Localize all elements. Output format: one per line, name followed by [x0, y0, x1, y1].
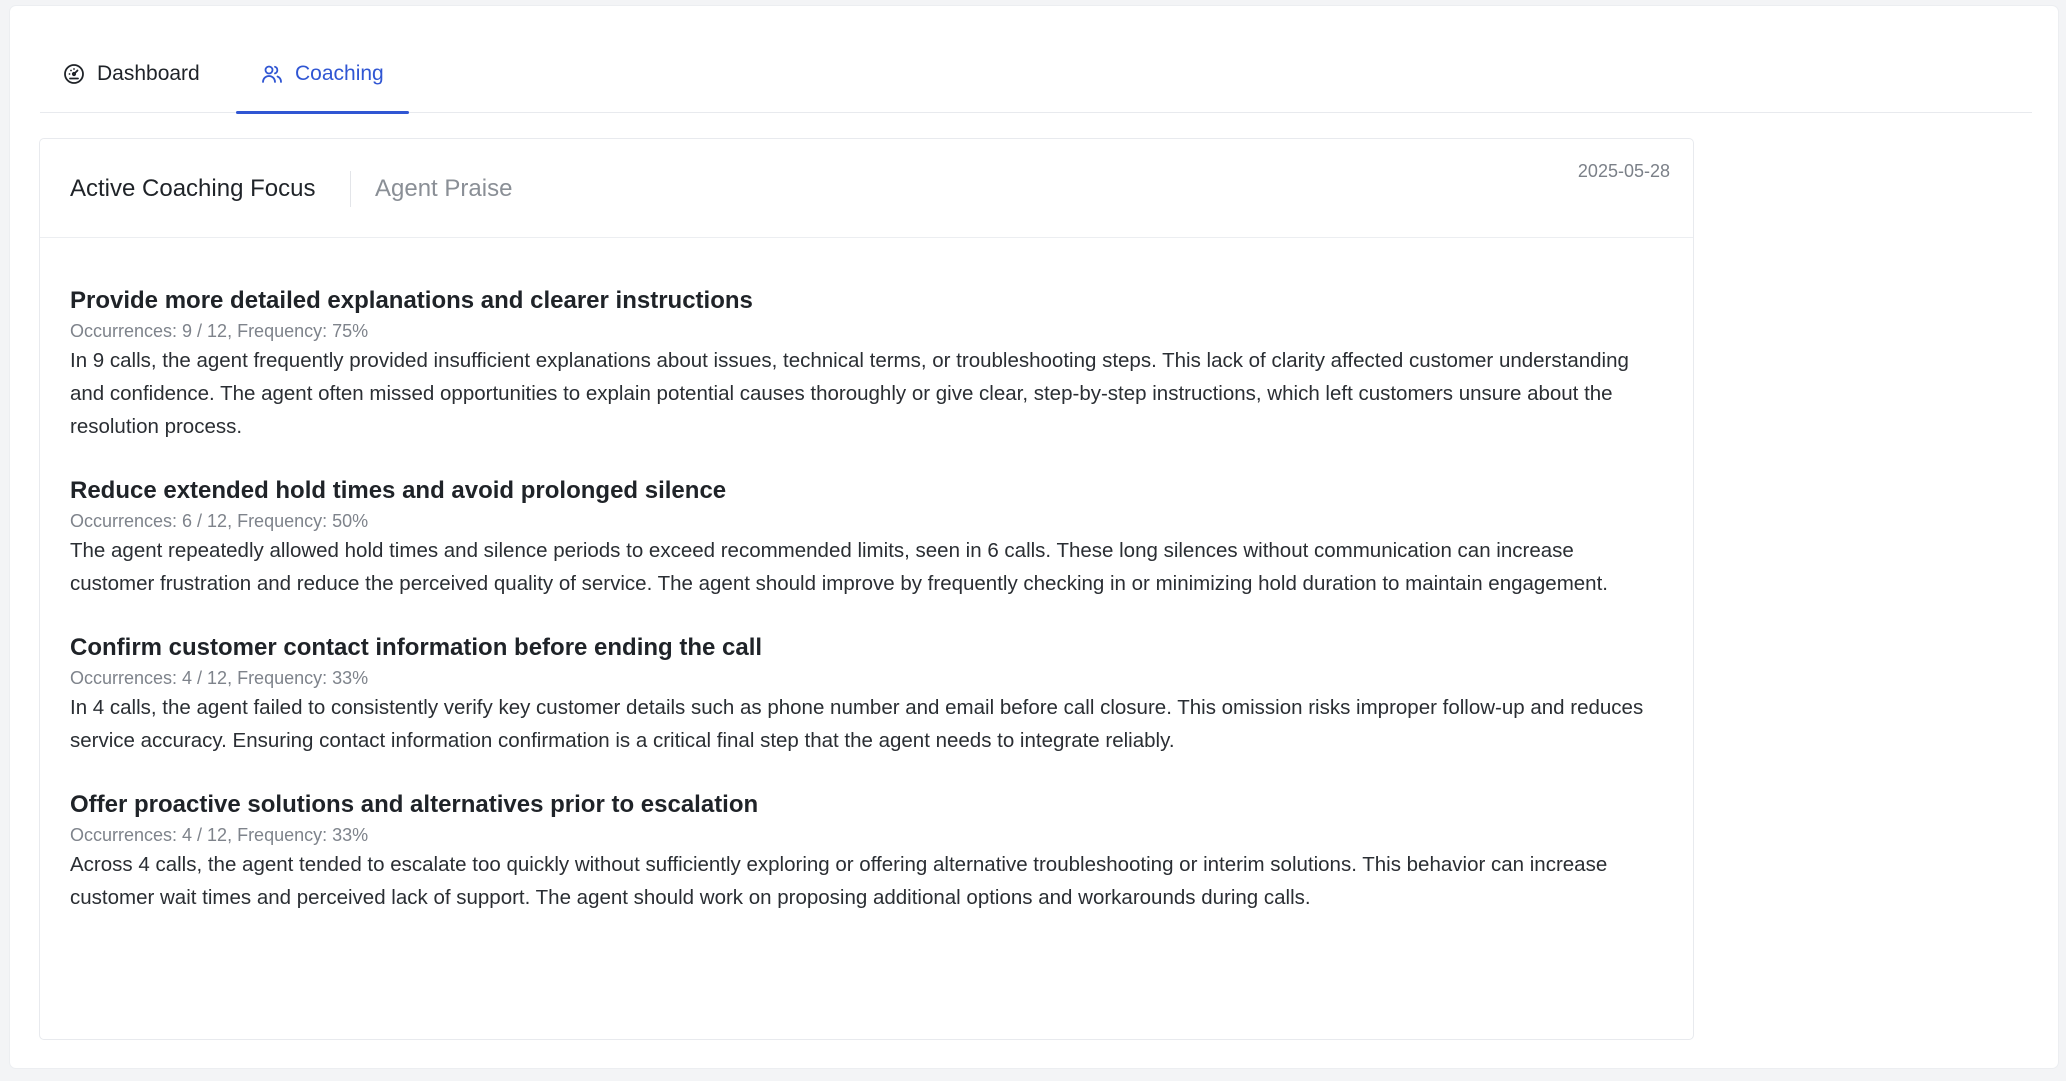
- subtab-divider: [350, 171, 351, 207]
- coaching-card: [39, 138, 1694, 1040]
- report-date: 2025-05-28: [1577, 161, 1670, 181]
- coaching-item-description: Across 4 calls, the agent tended to escalate too quickly without sufficiently exploring or offering alternative troubleshooting or interim solutions. This behavior can increase customer wait times and perceived lack of support. The agent should work on proposing additional options and workarounds during calls.: [70, 853, 1608, 909]
- coaching-item-title: Offer proactive solutions and alternatives prior to escalation: [70, 791, 759, 818]
- tab-dashboard-label: Dashboard: [97, 62, 200, 85]
- coaching-items-list: [70, 284, 1650, 945]
- coaching-item: [70, 788, 1650, 914]
- coaching-item-description: In 4 calls, the agent failed to consistently verify key customer details such as phone number and email before call closure. This omission risks improper follow-up and reduces service accuracy. Ensuring contact information confirmation is a critical final step that the agent needs to integrate reliably.: [70, 696, 1644, 752]
- coaching-item: [70, 474, 1650, 600]
- subtab-agent-praise[interactable]: Agent Praise: [375, 175, 513, 202]
- page-container: [10, 6, 2058, 1068]
- coaching-item-meta: Occurrences: 6 / 12, Frequency: 50%: [70, 511, 369, 531]
- subtab-active-coaching-focus[interactable]: Active Coaching Focus: [70, 175, 316, 202]
- coaching-item-title: Confirm customer contact information before ending the call: [70, 634, 763, 661]
- coaching-item: [70, 631, 1650, 757]
- coaching-item-description: The agent repeatedly allowed hold times and silence periods to exceed recommended limits, seen in 6 calls. These long silences without communication can increase customer frustration and reduce the perceived quality of service. The agent should improve by frequently checking in or minimizing hold duration to maintain engagement.: [70, 539, 1608, 595]
- coaching-item-title: Reduce extended hold times and avoid prolonged silence: [70, 477, 727, 504]
- coaching-item: [70, 284, 1650, 443]
- coaching-item-description: In 9 calls, the agent frequently provided insufficient explanations about issues, technical terms, or troubleshooting steps. This lack of clarity affected customer understanding and confidence. The agent often missed opportunities to explain potential causes thoroughly or give clear, step-by-step instructions, which left customers unsure about the resolution process.: [70, 349, 1629, 438]
- main-tabs: [40, 36, 2032, 113]
- tab-coaching-label: Coaching: [295, 62, 384, 85]
- card-header: [40, 139, 1693, 238]
- coaching-item-meta: Occurrences: 9 / 12, Frequency: 75%: [70, 321, 369, 341]
- tab-dashboard[interactable]: [40, 36, 236, 112]
- gauge-icon: [62, 62, 86, 86]
- coaching-item-title: Provide more detailed explanations and clearer instructions: [70, 287, 753, 314]
- coaching-item-meta: Occurrences: 4 / 12, Frequency: 33%: [70, 668, 369, 688]
- tab-coaching[interactable]: [236, 36, 409, 112]
- users-icon: [260, 62, 284, 86]
- coaching-item-meta: Occurrences: 4 / 12, Frequency: 33%: [70, 825, 369, 845]
